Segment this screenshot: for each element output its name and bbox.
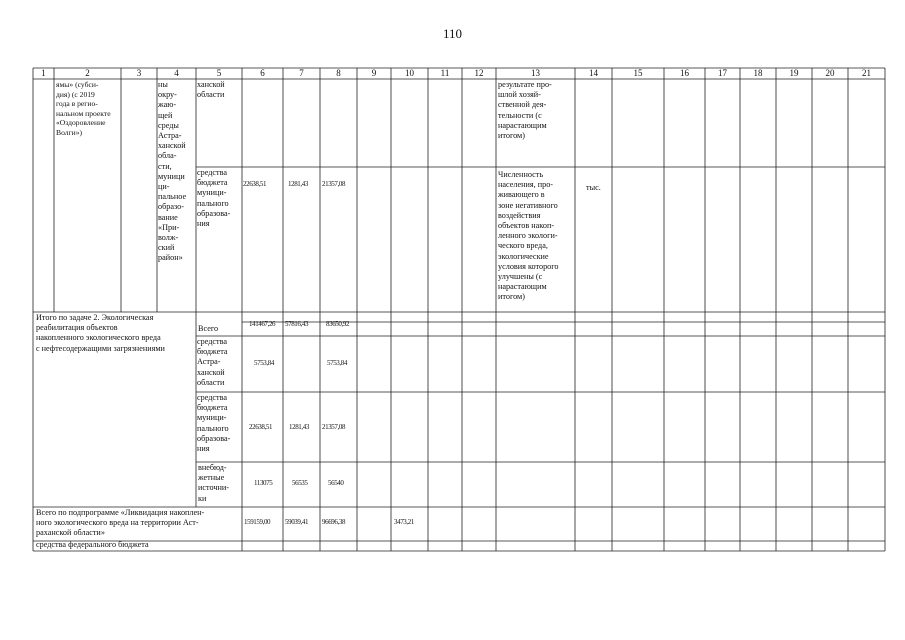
subprogram-col8: 96696,38 xyxy=(322,518,346,526)
offbudget-col7: 56535 xyxy=(292,479,308,487)
col-header-9: 9 xyxy=(371,68,377,78)
region-col6: 5753,84 xyxy=(254,359,274,367)
col-header-15: 15 xyxy=(633,68,643,78)
col-header-6: 6 xyxy=(260,68,265,78)
value-total-cell: 22638,51 xyxy=(243,180,267,188)
indicator-cell-continued: результате про- шлой хозяй- ственной дея- тельности (с нарастающим итогом) xyxy=(498,80,552,141)
col-header-4: 4 xyxy=(174,68,179,78)
col-header-5: 5 xyxy=(216,68,222,78)
subprogram-col10: 3473,21 xyxy=(394,518,414,526)
municipal-col7: 1281,43 xyxy=(289,423,309,431)
col-header-16: 16 xyxy=(680,68,689,78)
municipal-col6: 22638,51 xyxy=(249,423,273,431)
task-total-col7: 57816,43 xyxy=(285,320,309,328)
page-number: 110 xyxy=(442,26,463,41)
col-header-21: 21 xyxy=(862,68,871,78)
measure-name-cell: ямы» (субси- дия) (с 2019 года в регио- нальном проекте «Оздоровление Волги») xyxy=(56,80,111,137)
value-year1-cell: 1281,43 xyxy=(288,180,308,188)
federal-budget-row-title: средства федерального бюджета xyxy=(36,540,149,549)
col-header-8: 8 xyxy=(336,68,341,78)
task-total-col6: 141467,26 xyxy=(249,320,276,328)
offbudget-col6: 113075 xyxy=(254,479,273,487)
col-header-7: 7 xyxy=(299,68,304,78)
value-year2-cell: 21357,08 xyxy=(322,180,346,188)
col-header-10: 10 xyxy=(405,68,414,78)
col-header-14: 14 xyxy=(589,68,598,78)
col-header-12: 12 xyxy=(474,68,484,78)
col-header-2: 2 xyxy=(85,68,90,78)
subprogram-total-title: Всего по подпрограмме «Ликвидация накоплен- ного экологического вреда на территории Аст- раханской области» xyxy=(36,508,205,538)
col-header-3: 3 xyxy=(136,68,142,78)
source-cell-municipal: средства бюджета муници- пального образова- ния xyxy=(197,168,231,229)
region-col8: 5753,84 xyxy=(327,359,347,367)
col-header-1: 1 xyxy=(41,68,46,78)
source-cell-municipal-2: средства бюджета муници- пального образова- ния xyxy=(197,393,231,454)
col-header-19: 19 xyxy=(789,68,799,78)
municipal-col8: 21357,08 xyxy=(322,423,346,431)
subprogram-col6: 159159,00 xyxy=(244,518,271,526)
unit-cell: тыс. xyxy=(586,183,601,192)
source-cell-region-continued: ханской области xyxy=(197,80,225,100)
source-cell-total: Всего xyxy=(198,324,219,333)
task-total-title: Итого по задаче 2. Экологическая реабилитация объектов накопленного экологического вреда с нефтесодержащими загрязнениями xyxy=(36,313,165,353)
indicator-cell-population: Численность населения, про- живающего в зоне негативного воздействия объектов накоп- ленного экологи- ческого вреда, экологические условия которого улучшены (с нарастающим итогом) xyxy=(498,170,559,302)
col-header-11: 11 xyxy=(440,68,450,78)
col-header-20: 20 xyxy=(825,68,835,78)
col-header-13: 13 xyxy=(531,68,540,78)
task-total-col8: 83650,92 xyxy=(326,320,350,328)
executor-cell: ны окру- жаю- щей среды Астра- ханской обла- сти, муници ци- пальное образо- вание «При- волж- ский район» xyxy=(158,80,187,263)
subprogram-col7: 59039,41 xyxy=(285,518,309,526)
col-header-17: 17 xyxy=(718,68,727,78)
col-header-18: 18 xyxy=(753,68,763,78)
source-cell-offbudget: внебюд- жетные источни- ки xyxy=(198,463,229,503)
offbudget-col8: 56540 xyxy=(328,479,344,487)
source-cell-region: средства бюджета Астра- ханской области xyxy=(197,337,228,387)
